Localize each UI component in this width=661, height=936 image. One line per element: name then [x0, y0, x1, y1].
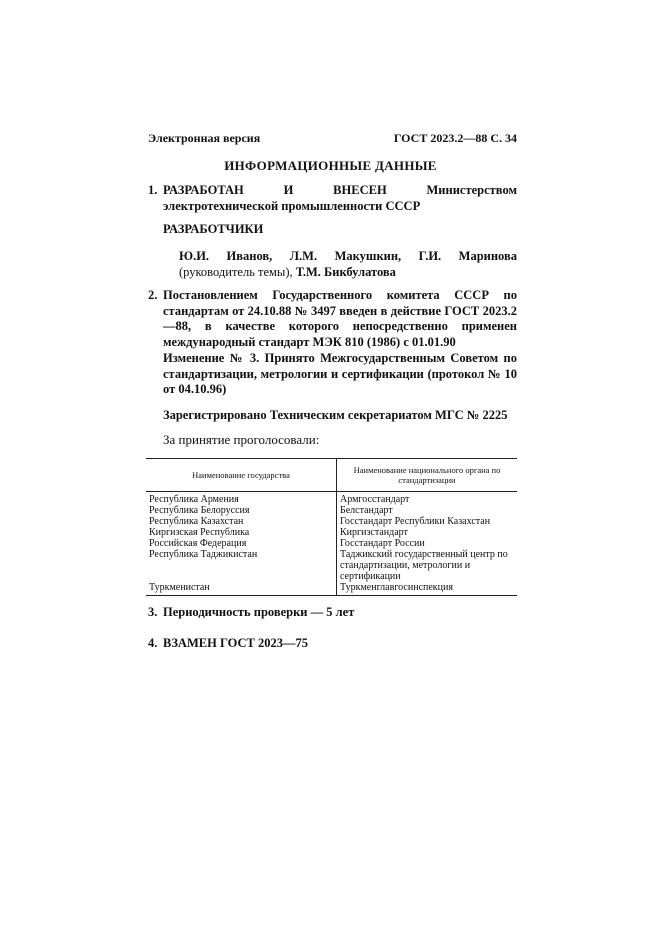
section-1-bold: РАЗРАБОТАН И ВНЕСЕН — [163, 183, 387, 197]
table-cell-body: Таджикский государственный центр по стандартизации, метрологии и сертификации — [340, 549, 508, 582]
table-row — [146, 527, 517, 538]
developers-names-2: Т.М. Бикбулатова — [295, 264, 396, 279]
voted-label: За принятие проголосовали: — [163, 432, 320, 447]
section-3-text: Периодичность проверки — 5 лет — [163, 605, 355, 619]
amendment-text: Изменение № 3. Принято Межгосударственным Советом по стандартизации, метрологии и сертификации (протокол № 10 от 04.10.96) — [163, 351, 517, 396]
table-row — [146, 549, 517, 582]
table-cell-state: Киргизская Республика — [146, 527, 337, 538]
section-4-text: ВЗАМЕН ГОСТ 2023—75 — [163, 636, 308, 650]
section-1-number: 1. — [148, 183, 158, 197]
section-1-text — [163, 183, 517, 214]
table-row — [146, 505, 517, 516]
voting-table — [146, 458, 517, 596]
header-standard-page: ГОСТ 2023.2—88 С. 34 — [393, 131, 517, 145]
table-row — [146, 492, 517, 506]
registration-text: Зарегистрировано Техническим секретариатом МГС № 2225 — [163, 408, 508, 422]
table-row — [146, 516, 517, 527]
table-cell-body: Белстандарт — [340, 505, 393, 516]
section-4-number: 4. — [148, 636, 158, 650]
table-header-body: Наименование национального органа по стандартизации — [337, 459, 518, 492]
table-cell-state: Республика Армения — [146, 492, 337, 506]
table-cell-state: Республика Белоруссия — [146, 505, 337, 516]
section-2-text: Постановлением Государственного комитета СССР по стандартам от 24.10.88 № 3497 введен в действие ГОСТ 2023.2—88, в качестве которого непосредственно применен международный стандарт МЭК 810 (1986) с 01.01.90 — [163, 288, 517, 349]
developers-names: Ю.И. Иванов, Л.М. Макушкин, Г.И. Маринова — [179, 249, 517, 263]
section-1-body: Министерством электротехнической промышленности СССР — [163, 183, 517, 213]
table-cell-body: Киргизстандарт — [340, 527, 408, 538]
table-row — [146, 538, 517, 549]
header-edition: Электронная версия — [148, 131, 261, 145]
developers-note: (руководитель темы), — [179, 264, 296, 279]
section-3-number: 3. — [148, 605, 158, 619]
table-cell-state: Республика Таджикистан — [146, 549, 337, 582]
table-cell-body: Госстандарт Республики Казахстан — [340, 516, 491, 527]
table-row — [146, 582, 517, 596]
table-cell-state: Туркменистан — [146, 582, 337, 596]
page-title: ИНФОРМАЦИОННЫЕ ДАННЫЕ — [224, 158, 437, 173]
developers-heading: РАЗРАБОТЧИКИ — [163, 222, 264, 236]
developers-list — [179, 249, 517, 280]
table-cell-state: Российская Федерация — [146, 538, 337, 549]
table-cell-body: Туркменглавгосинспекция — [337, 582, 518, 596]
table-cell-state: Республика Казахстан — [146, 516, 337, 527]
section-2-number: 2. — [148, 288, 158, 302]
table-cell-body: Армгосстандарт — [340, 494, 410, 505]
table-header-state: Наименование государства — [146, 459, 337, 492]
table-cell-body: Госстандарт России — [340, 538, 425, 549]
